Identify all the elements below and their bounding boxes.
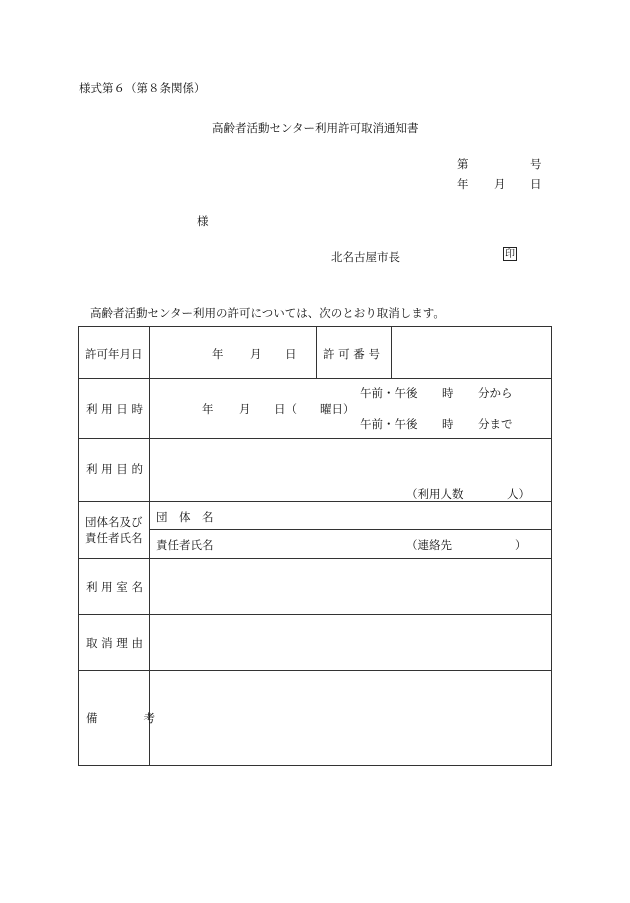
usage-year: 年: [202, 402, 214, 416]
persons-close: 人）: [507, 487, 530, 501]
cancel-reason-label: 取 消 理 由: [86, 636, 143, 650]
form-number: 様式第６（第８条関係）: [79, 81, 206, 95]
date-month: 月: [494, 177, 506, 191]
intro-text: 高齢者活動センター利用の許可については、次のとおり取消します。: [90, 306, 445, 320]
row-divider: [150, 529, 551, 530]
usage-day: 日（: [274, 402, 297, 416]
permit-date-label: 許可年月日: [85, 347, 143, 361]
date-day: 日: [530, 177, 542, 191]
permit-year: 年: [212, 347, 224, 361]
responsible-person-label: 責任者氏名: [156, 538, 214, 552]
label-column-divider: [149, 327, 150, 765]
end-ampm: 午前・午後: [360, 417, 418, 431]
end-hour: 時: [442, 417, 454, 431]
document-title: 高齢者活動センター利用許可取消通知書: [212, 121, 419, 135]
end-minute: 分まで: [478, 417, 513, 431]
remarks-label: 備 考: [86, 711, 155, 725]
issuer-name: 北名古屋市長: [331, 250, 400, 264]
usage-month: 月: [239, 402, 251, 416]
room-label: 利 用 室 名: [86, 580, 143, 594]
form-table: [78, 326, 552, 766]
date-year: 年: [457, 177, 469, 191]
group-name-label: 団 体 名: [156, 510, 214, 524]
start-minute: 分から: [478, 386, 513, 400]
column-divider: [316, 327, 317, 378]
organization-label-line2: 責任者氏名: [85, 531, 143, 545]
contact-open: （連絡先: [406, 538, 452, 552]
purpose-label: 利 用 目 的: [86, 462, 143, 476]
usage-datetime-label: 利 用 日 時: [86, 402, 143, 416]
organization-label-line1: 団体名及び: [85, 515, 143, 529]
permit-day: 日: [285, 347, 297, 361]
doc-number-suffix: 号: [530, 157, 542, 171]
column-divider: [391, 327, 392, 378]
seal-mark: 印: [505, 249, 515, 260]
usage-weekday: 曜日）: [320, 402, 355, 416]
contact-close: ）: [515, 538, 527, 552]
permit-month: 月: [250, 347, 262, 361]
persons-open: （利用人数: [406, 487, 464, 501]
doc-number-prefix: 第: [457, 157, 469, 171]
start-ampm: 午前・午後: [360, 386, 418, 400]
addressee-suffix: 様: [197, 214, 209, 228]
permit-number-label: 許 可 番 号: [323, 347, 380, 361]
start-hour: 時: [442, 386, 454, 400]
